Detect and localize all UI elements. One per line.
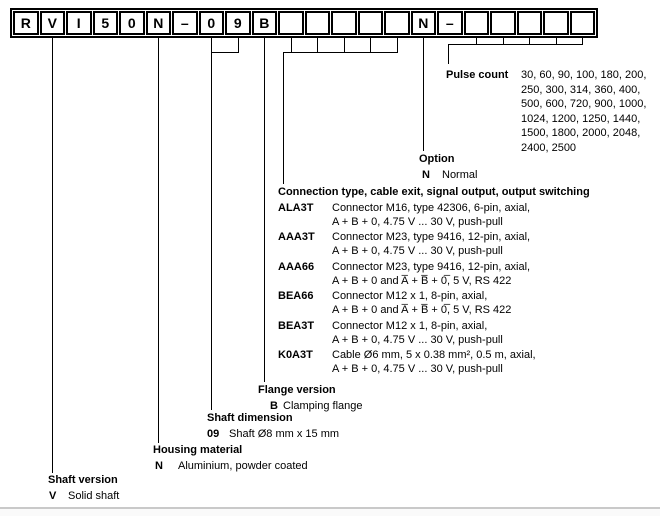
- flange-value: Clamping flange: [283, 400, 363, 412]
- connection-item: [278, 230, 590, 258]
- type-code-boxes: [10, 8, 598, 38]
- code-box-20: [517, 11, 543, 35]
- flange-key: B: [270, 400, 278, 412]
- code-box-12: [305, 11, 331, 35]
- pulse-values-line: 1500, 1800, 2000, 2048,: [521, 127, 641, 140]
- connection-stub-4: [370, 37, 371, 53]
- shaft-version-key: V: [49, 490, 57, 502]
- connection-item: [278, 201, 590, 229]
- connection-desc-line: Connector M12 x 1, 8-pin, axial,: [332, 319, 488, 332]
- code-box-1: R: [13, 11, 39, 35]
- flange-group: [258, 383, 363, 413]
- connection-bracket: [283, 52, 398, 53]
- pulse-drop-line: [448, 44, 449, 64]
- shaft-dimension-key: 09: [207, 428, 220, 440]
- housing-group: [153, 443, 308, 473]
- code-box-7: –: [172, 11, 198, 35]
- connection-code: BEA3T: [278, 319, 315, 332]
- code-box-4: 5: [93, 11, 119, 35]
- connection-desc-line: Cable Ø6 mm, 5 x 0.38 mm², 0.5 m, axial,: [332, 349, 536, 361]
- pulse-values-line: 2400, 2500: [521, 141, 577, 154]
- connection-stub-1: [291, 37, 292, 53]
- option-group: [419, 152, 477, 182]
- connection-code: AAA3T: [278, 231, 315, 243]
- shaft-dimension-group: [207, 411, 339, 441]
- connection-desc-line: A + B + 0, 4.75 V ... 30 V, push-pull: [332, 333, 503, 346]
- shaft-version-line: [52, 37, 53, 473]
- connection-stub-5: [397, 37, 398, 53]
- shaft-version-group: [48, 473, 119, 503]
- shaft-dimension-line: [211, 37, 212, 410]
- connection-code: AAA66: [278, 260, 315, 273]
- code-box-19: [490, 11, 516, 35]
- code-box-9: 9: [225, 11, 251, 35]
- housing-value: Aluminium, powder coated: [178, 460, 308, 472]
- connection-item: [278, 319, 590, 347]
- connection-desc: [332, 201, 530, 229]
- connection-desc-line: A + B + 0, 4.75 V ... 30 V, push-pull: [332, 363, 503, 375]
- flange-version-line: [264, 37, 265, 382]
- pulse-count-group: [446, 68, 646, 156]
- connection-desc-line: A + B + 0 and A̅ + B̅ + 0̅, 5 V, RS 422: [332, 274, 512, 287]
- connection-desc: [332, 260, 530, 288]
- shaft-dimension-value: Shaft Ø8 mm x 15 mm: [229, 428, 340, 440]
- pulse-values-line: 250, 300, 314, 360, 400,: [521, 83, 641, 96]
- code-box-8: 0: [199, 11, 225, 35]
- pulse-values-line: 500, 600, 720, 900, 1000,: [521, 98, 647, 111]
- pulse-count-values: [521, 68, 646, 156]
- pulse-values-line: 30, 60, 90, 100, 180, 200,: [521, 69, 647, 81]
- connection-group: [278, 185, 590, 376]
- code-box-18: [464, 11, 490, 35]
- shaft-dimension-label: Shaft dimension: [207, 412, 293, 424]
- housing-material-line: [158, 37, 159, 443]
- connection-label: Connection type, cable exit, signal output, output switching: [278, 186, 590, 198]
- page-margin-band: [0, 509, 660, 516]
- code-box-3: I: [66, 11, 92, 35]
- connection-stub-2: [317, 37, 318, 53]
- connection-item: [278, 260, 590, 288]
- option-label: Option: [419, 153, 455, 165]
- connection-desc-line: A + B + 0 and A̅ + B̅ + 0̅, 5 V, RS 422: [332, 304, 512, 316]
- code-box-5: 0: [119, 11, 145, 35]
- connection-desc: [332, 348, 536, 376]
- code-box-16: N: [411, 11, 437, 35]
- connection-desc-line: A + B + 0, 4.75 V ... 30 V, push-pull: [332, 215, 503, 228]
- connection-desc: [332, 289, 511, 317]
- housing-key: N: [155, 460, 163, 472]
- connection-desc: [332, 230, 530, 258]
- pulse-values-line: 1024, 1200, 1250, 1440,: [521, 112, 641, 125]
- option-key: N: [422, 169, 430, 181]
- shaft-dimension-stub: [238, 37, 239, 53]
- shaft-version-value: Solid shaft: [68, 490, 120, 502]
- connection-desc-line: Connector M23, type 9416, 12-pin, axial,: [332, 231, 531, 243]
- pulse-bracket: [448, 44, 583, 45]
- connection-drop-line: [283, 52, 284, 184]
- connection-desc-line: A + B + 0, 4.75 V ... 30 V, push-pull: [332, 245, 503, 257]
- code-box-6: N: [146, 11, 172, 35]
- code-box-2: V: [40, 11, 66, 35]
- code-box-17: –: [437, 11, 463, 35]
- connection-code: K0A3T: [278, 349, 313, 361]
- connection-code: BEA66: [278, 290, 314, 302]
- housing-label: Housing material: [153, 444, 243, 456]
- connection-stub-3: [344, 37, 345, 53]
- code-box-15: [384, 11, 410, 35]
- code-box-22: [570, 11, 596, 35]
- connection-desc-line: Connector M16, type 42306, 6-pin, axial,: [332, 201, 531, 214]
- code-box-10: B: [252, 11, 278, 35]
- flange-label: Flange version: [258, 384, 336, 396]
- connection-item: [278, 348, 590, 376]
- code-box-21: [543, 11, 569, 35]
- code-box-11: [278, 11, 304, 35]
- connection-desc-line: Connector M23, type 9416, 12-pin, axial,: [332, 260, 531, 273]
- connection-code: ALA3T: [278, 201, 314, 214]
- shaft-version-label: Shaft version: [48, 474, 118, 486]
- shaft-dimension-bracket: [211, 52, 239, 53]
- code-box-14: [358, 11, 384, 35]
- pulse-count-label: Pulse count: [446, 69, 509, 81]
- code-box-13: [331, 11, 357, 35]
- option-value: Normal: [442, 169, 478, 181]
- connection-desc-line: Connector M12 x 1, 8-pin, axial,: [332, 290, 488, 302]
- option-line: [423, 37, 424, 151]
- connection-desc: [332, 319, 503, 347]
- connection-item: [278, 289, 590, 317]
